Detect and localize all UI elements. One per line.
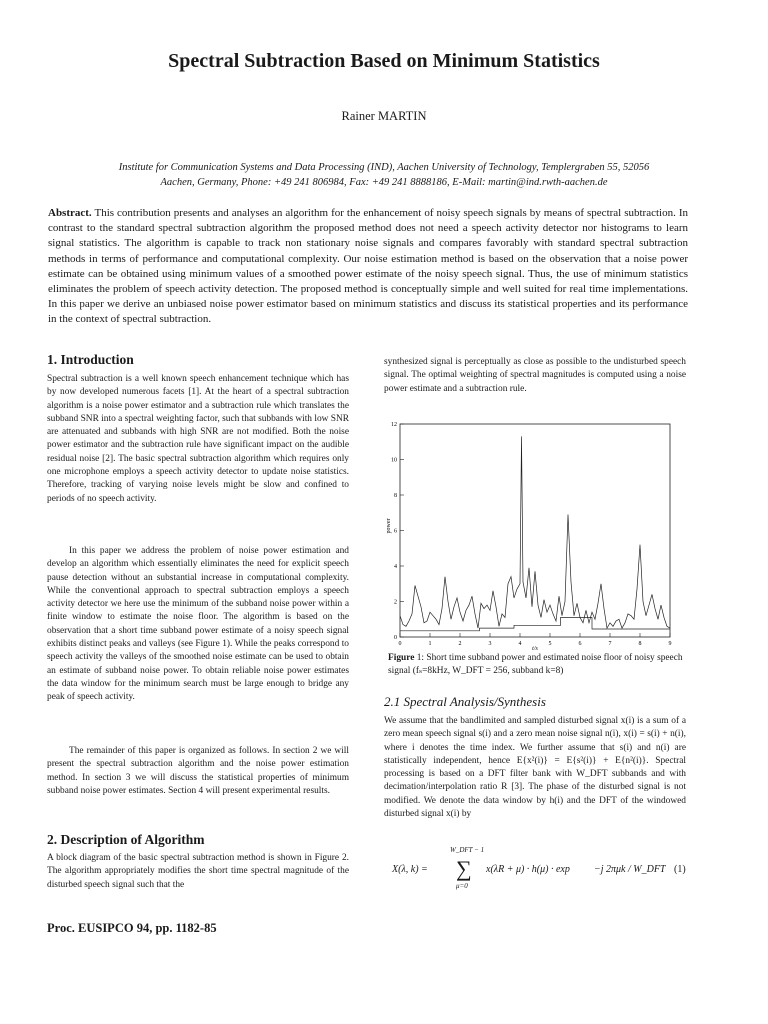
paper-title: Spectral Subtraction Based on Minimum Statistics [168, 50, 600, 72]
figure-caption-text: Short time subband power and estimated noise floor of noisy speech signal (fₛ=8kHz, W_DFT = 256, subband k=8) [388, 653, 683, 677]
x-tick-label: 2 [458, 641, 462, 647]
series-noise-floor-line [400, 617, 670, 630]
section-1-para-3 [47, 745, 349, 798]
section-2-heading: 2. Description of Algorithm [47, 832, 205, 847]
section-1-para-1 [47, 373, 349, 506]
equation-sum-lower-limit: μ=0 [456, 882, 468, 890]
x-tick-label: 4 [518, 641, 522, 647]
abstract-label: Abstract. [48, 207, 92, 219]
y-tick-label: 2 [394, 599, 397, 606]
y-axis-label: power [386, 518, 392, 534]
y-tick-label: 6 [394, 528, 397, 535]
footer-citation: Proc. EUSIPCO 94, pp. 1182-85 [47, 921, 217, 935]
equation-sum-upper-limit: W_DFT − 1 [450, 846, 485, 854]
section-1-para-2 [47, 545, 349, 705]
section-1-para-1-text: Spectral subtraction is a well known speech enhancement technique which has by now developed numerous facets [1]. At the heart of a spectral subtraction algorithm is a noise power estimator and a subtraction rule which translates the subband SNR into a spectral weighting factor, such that subbands with low SNR are attenuated and subbands with high SNR are not modified. Both the noise power estimator and the subtraction rule have significant impact on the audible residual noise [2]. The basic spectral subtraction algorithm which requires only one microphone employs a speech activity detector to update noise statistics. Therefore, tracking of varying noise levels might be slow and confined to periods of no speech activity. [47, 374, 349, 504]
equation-number: (1) [674, 864, 686, 875]
section-2-para-1-cont-text: synthesized signal is perceptually as close as possible to the undisturbed speech signal. The optimal weighting of spectral magnitudes is computed using a noise power estimate and a subtraction rule. [384, 357, 686, 394]
affiliation-line-1: Institute for Communication Systems and Data Processing (IND), Aachen University of Technology, Templergraben 55, 52056 [118, 162, 650, 173]
figure-1-caption [388, 652, 686, 679]
abstract [48, 206, 688, 328]
figure-caption-number: 1: [416, 653, 425, 663]
equation-exponent: −j 2πμk / W_DFT [594, 864, 666, 875]
y-tick-label: 10 [391, 457, 397, 464]
x-tick-label: 3 [488, 641, 492, 647]
y-tick-label: 0 [394, 635, 397, 641]
section-2-para-1 [47, 852, 349, 892]
y-tick-label: 8 [394, 493, 397, 499]
subsection-2-1-heading: 2.1 Spectral Analysis/Synthesis [384, 694, 546, 709]
x-tick-label: 5 [548, 641, 552, 647]
equation-1 [392, 848, 692, 892]
equation-body: x(λR + μ) · h(μ) · exp [486, 864, 570, 875]
series-subband-power-line [400, 436, 670, 628]
plot-frame [400, 424, 670, 637]
abstract-text: This contribution presents and analyses an algorithm for the enhancement of noisy speech signals by means of spectral subtraction. In contrast to the standard spectral subtraction algorithm the proposed method does not need a speech activity detector nor histograms to learn signal statistics. The algorithm is capable to track non stationary noise signals and compares favorably with standard spectral subtraction methods in terms of performance and computational complexity. Our noise estimation method is based on the observation that a noise power estimate can be obtained using minimum values of a smoothed power estimate of the noisy speech signal. Thus, the use of minimum statistics eliminates the problem of speech activity detection. The proposed method is conceptually simple and well suited for real time implementations. In this paper we derive an unbiased noise power estimator based on minimum statistics and discuss its statistical properties and its performance in the context of spectral subtraction. [48, 207, 688, 326]
y-axis-ticks [391, 422, 404, 641]
x-tick-label: 6 [578, 641, 582, 647]
subsection-2-1-text: We assume that the bandlimited and sampled disturbed signal x(i) is a sum of a zero mean speech signal s(i) and a zero mean noise signal n(i), x(i) = s(i) + n(i), where i denotes the time index. We further assume that s(i) and n(i) are statistically independent, hence E{x²(i)} = E{s²(i)} + E{n²(i)}. Spectral processing is based on a DFT filter bank with W_DFT subbands and with decimation/interpolation ratio R [3]. The phase of the disturbed signal is not modified. We denote the data window by h(i) and the DFT of the windowed disturbed signal x(i) by [384, 716, 686, 820]
figure-caption-label: Figure [388, 653, 415, 663]
x-tick-label: 1 [428, 641, 432, 647]
x-tick-label: 7 [608, 641, 612, 647]
section-1-heading: 1. Introduction [47, 352, 134, 367]
y-tick-label: 12 [391, 422, 397, 428]
author-name: Rainer MARTIN [341, 109, 427, 123]
section-2-para-1-continued [384, 356, 686, 396]
x-axis-label: t/s [532, 646, 538, 652]
summation-symbol: ∑ [456, 856, 472, 881]
subsection-2-1-para [384, 715, 686, 821]
x-axis-ticks [399, 633, 672, 647]
section-2-para-1-text: A block diagram of the basic spectral subtraction method is shown in Figure 2. The algorithm appropriately modifies the short time spectral magnitude of the disturbed speech signal such that the [47, 853, 349, 890]
figure-1-chart [370, 414, 690, 652]
section-1-para-3-text: The remainder of this paper is organized as follows. In section 2 we will present the spectral subtraction algorithm and the noise power estimation method. In section 3 we will discuss the statistical properties of minimum subband noise power estimates. Section 4 will present experimental results. [47, 746, 349, 796]
x-tick-label: 0 [398, 641, 402, 647]
x-tick-label: 9 [668, 641, 672, 647]
affiliation-line-2: Aachen, Germany, Phone: +49 241 806984, Fax: +49 241 8888186, E-Mail: martin@ind.rwth-aachen.de [160, 177, 608, 188]
equation-lhs: X(λ, k) = [392, 864, 428, 875]
x-tick-label: 8 [638, 641, 642, 647]
section-1-para-2-text: In this paper we address the problem of noise power estimation and develop an algorithm which essentially eliminates the need for explicit speech pause detection without an substantial increase in computational complexity. While the conventional approach to spectral subtraction employs a speech activity detector we here use the minimum of the subband noise power within a finite window to estimate the noise floor. The algorithm is based on the observation that a short time subband power estimate of a noisy speech signal exhibits distinct peaks and valleys (see Figure 1). While the peaks correspond to speech activity the valleys of the smoothed noise estimate can be used to obtain an estimate of subband noise power. To obtain reliable noise power estimates the data window for the minimum search must be large enough to bridge any peak of speech activity. [47, 546, 349, 703]
y-tick-label: 4 [394, 564, 397, 570]
